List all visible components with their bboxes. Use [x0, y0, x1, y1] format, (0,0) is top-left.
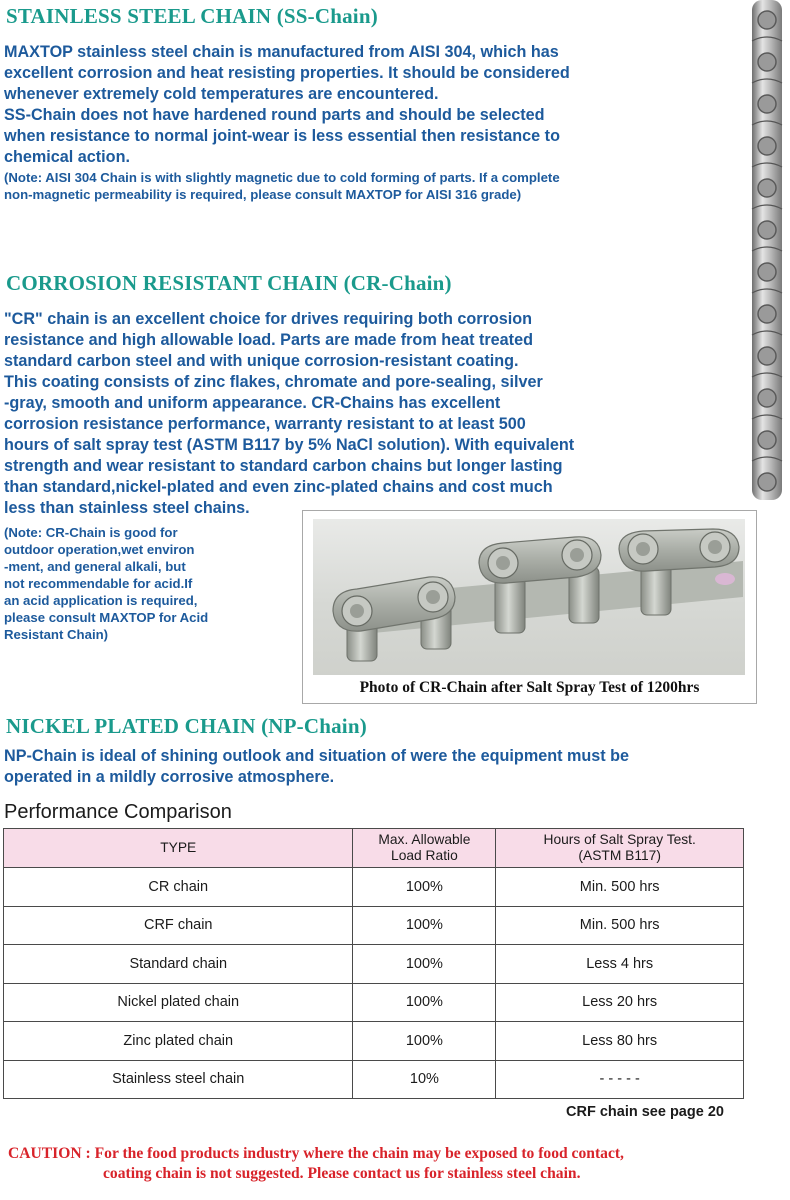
cell-type: Nickel plated chain — [4, 983, 353, 1022]
cell-load-ratio: 100% — [353, 906, 496, 945]
cell-salt-spray: Less 4 hrs — [496, 945, 744, 984]
cr-chain-description: "CR" chain is an excellent choice for drives requiring both corrosion resistance and high allowable load. Parts are made from heat treated standard carbon steel and with unique corrosion-resistant coating. This coating consists of zinc flakes, chromate and pore-sealing, silver -gray, smooth and uniform appearance. CR-Chains has excellent corrosion resistance performance, warranty resistant to at least 500 hours of salt spray test (ASTM B117 by 5% NaCl solution). With equivalent strength and wear resistant to standard carbon chains but longer lasting than standard,nickel-plated and even zinc-plated chains and cost much less than stainless steel chains. — [4, 310, 575, 517]
cell-load-ratio: 10% — [353, 1060, 496, 1099]
cell-salt-spray: Less 20 hrs — [496, 983, 744, 1022]
cell-load-ratio: 100% — [353, 945, 496, 984]
cr-chain-note: (Note: CR-Chain is good for outdoor operation,wet environ -ment, and general alkali, but not recommendable for acid.If an acid application is required, please consult MAXTOP for Acid Resistant Chain) — [4, 525, 209, 642]
cr-chain-photo-caption: Photo of CR-Chain after Salt Spray Test of 1200hrs — [359, 679, 700, 696]
cell-load-ratio: 100% — [353, 1022, 496, 1061]
cr-chain-photo — [313, 519, 745, 675]
stainless-chain-image — [738, 0, 790, 500]
cell-type: CR chain — [4, 868, 353, 907]
cell-type: CRF chain — [4, 906, 353, 945]
cr-chain-photo-frame — [302, 510, 757, 704]
ss-chain-note: (Note: AISI 304 Chain is with slightly magnetic due to cold forming of parts. If a complete non-magnetic permeability is required, please consult MAXTOP for AISI 316 grade) — [4, 170, 560, 202]
cell-salt-spray: Min. 500 hrs — [496, 906, 744, 945]
table-row — [4, 945, 744, 984]
caution-line-2: coating chain is not suggested. Please contact us for stainless steel chain. — [103, 1165, 581, 1182]
crf-chain-page-reference: CRF chain see page 20 — [566, 1104, 724, 1120]
cell-salt-spray: Min. 500 hrs — [496, 868, 744, 907]
caution-line-1: CAUTION : For the food products industry where the chain may be exposed to food contact, — [8, 1145, 624, 1162]
np-chain-title: NICKEL PLATED CHAIN (NP-Chain) — [6, 714, 367, 738]
performance-table — [3, 828, 744, 1099]
column-header-salt-spray: Hours of Salt Spray Test. (ASTM B117) — [496, 829, 744, 868]
cell-load-ratio: 100% — [353, 868, 496, 907]
cell-type: Zinc plated chain — [4, 1022, 353, 1061]
table-header-row — [4, 829, 744, 868]
table-row — [4, 906, 744, 945]
ss-chain-title: STAINLESS STEEL CHAIN (SS-Chain) — [6, 4, 378, 28]
caution-notice — [8, 1144, 788, 1184]
cell-load-ratio: 100% — [353, 983, 496, 1022]
column-header-type: TYPE — [4, 829, 353, 868]
table-row — [4, 1060, 744, 1099]
cr-chain-title: CORROSION RESISTANT CHAIN (CR-Chain) — [6, 271, 452, 295]
cell-salt-spray: - - - - - — [496, 1060, 744, 1099]
np-chain-description: NP-Chain is ideal of shining outlook and situation of were the equipment must be operated in a mildly corrosive atmosphere. — [4, 747, 630, 786]
cell-type: Stainless steel chain — [4, 1060, 353, 1099]
ss-chain-description: MAXTOP stainless steel chain is manufactured from AISI 304, which has excellent corrosion and heat resisting properties. It should be considered whenever extremely cold temperatures are encountered. SS-Chain does not have hardened round parts and should be selected when resistance to normal joint-wear is less essential then resistance to chemical action. — [4, 43, 570, 166]
table-row — [4, 983, 744, 1022]
table-row — [4, 868, 744, 907]
column-header-load-ratio: Max. Allowable Load Ratio — [353, 829, 496, 868]
cell-type: Standard chain — [4, 945, 353, 984]
cr-chain-illustration — [313, 519, 745, 675]
cell-salt-spray: Less 80 hrs — [496, 1022, 744, 1061]
performance-comparison-title: Performance Comparison — [4, 801, 232, 823]
table-row — [4, 1022, 744, 1061]
